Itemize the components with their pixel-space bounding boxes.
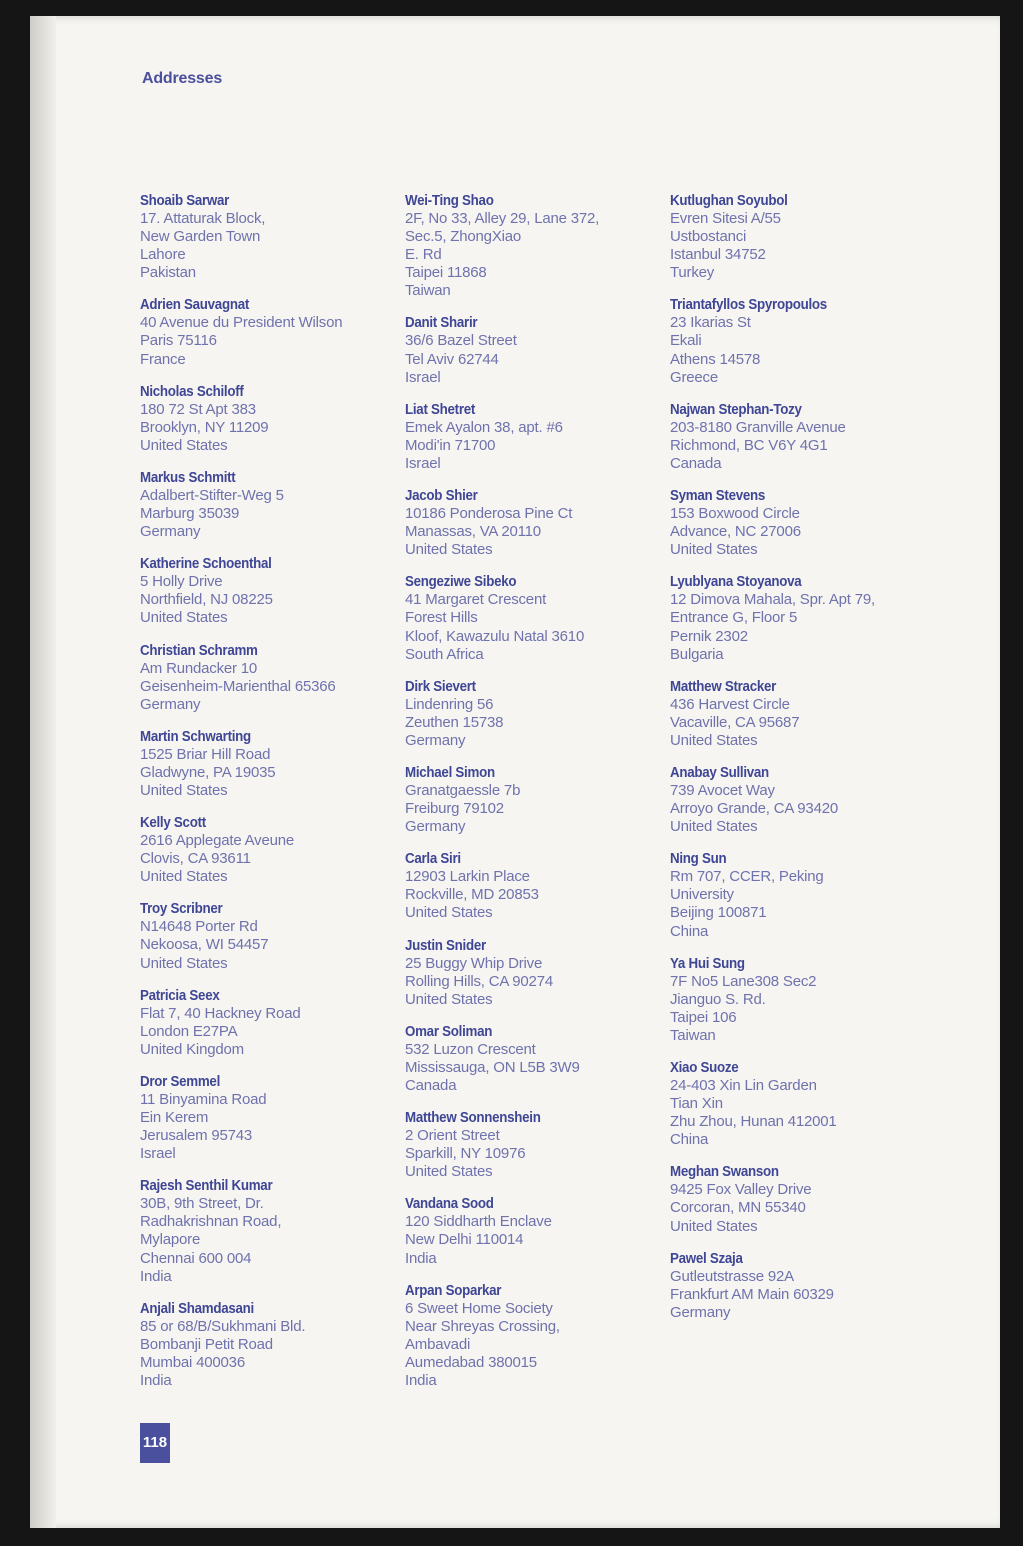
address-entry bbox=[140, 642, 390, 714]
contact-name: Patricia Seex bbox=[140, 987, 220, 1004]
address-entry bbox=[405, 764, 655, 836]
address-line: Frankfurt AM Main 60329 bbox=[670, 1285, 834, 1303]
address-entry bbox=[140, 1300, 390, 1390]
address-entry bbox=[140, 469, 390, 541]
address-line: 5 Holly Drive bbox=[140, 573, 223, 591]
page-number: 118 bbox=[140, 1423, 170, 1463]
address-line: Germany bbox=[140, 695, 201, 713]
address-line: New Delhi 110014 bbox=[405, 1231, 524, 1249]
address-line: Marburg 35039 bbox=[140, 505, 240, 523]
address-line: Turkey bbox=[670, 264, 715, 282]
address-line: 23 Ikarias St bbox=[670, 314, 751, 332]
address-line: Bombanji Petit Road bbox=[140, 1335, 273, 1353]
contact-name: Lyublyana Stoyanova bbox=[670, 574, 802, 591]
address-line: Pernik 2302 bbox=[670, 627, 748, 645]
contact-name: Dror Semmel bbox=[140, 1073, 221, 1090]
address-line: Arroyo Grande, CA 93420 bbox=[670, 800, 839, 818]
address-line: Lindenring 56 bbox=[405, 695, 494, 713]
address-line: 11 Binyamina Road bbox=[140, 1090, 267, 1108]
address-line: Clovis, CA 93611 bbox=[140, 850, 251, 868]
address-line: Near Shreyas Crossing, bbox=[405, 1317, 560, 1335]
address-line: 2 Orient Street bbox=[405, 1127, 500, 1145]
address-entry bbox=[405, 1195, 655, 1267]
address-line: E. Rd bbox=[405, 246, 442, 264]
contact-name: Omar Soliman bbox=[405, 1023, 493, 1040]
address-line: South Africa bbox=[405, 645, 484, 663]
contact-name: Matthew Sonnenshein bbox=[405, 1110, 541, 1127]
address-line: 6 Sweet Home Society bbox=[405, 1299, 553, 1317]
address-line: Tian Xin bbox=[670, 1095, 723, 1113]
address-line: 17. Attaturak Block, bbox=[140, 210, 266, 227]
contact-name: Anjali Shamdasani bbox=[140, 1300, 254, 1317]
contact-name: Ya Hui Sung bbox=[670, 955, 745, 972]
address-line: United States bbox=[405, 1163, 493, 1181]
page-title: Addresses bbox=[142, 70, 223, 87]
address-line: 12903 Larkin Place bbox=[405, 868, 530, 886]
address-line: Israel bbox=[405, 454, 441, 472]
address-entry bbox=[670, 1250, 920, 1322]
contact-name: Carla Siri bbox=[405, 851, 461, 868]
address-line: Evren Sitesi A/55 bbox=[670, 210, 781, 227]
contact-name: Arpan Soparkar bbox=[405, 1282, 502, 1299]
address-line: Ambavadi bbox=[405, 1335, 471, 1353]
address-line: 436 Harvest Circle bbox=[670, 695, 790, 713]
contact-name: Troy Scribner bbox=[140, 901, 223, 918]
address-line: Israel bbox=[405, 368, 441, 386]
address-line: Mississauga, ON L5B 3W9 bbox=[405, 1058, 580, 1076]
address-line: London E27PA bbox=[140, 1022, 238, 1040]
address-line: Jianguo S. Rd. bbox=[670, 990, 766, 1008]
contact-name: Sengeziwe Sibeko bbox=[405, 574, 517, 591]
address-line: Sec.5, ZhongXiao bbox=[405, 228, 522, 246]
address-entry bbox=[670, 487, 920, 559]
address-line: 41 Margaret Crescent bbox=[405, 591, 547, 609]
contact-name: Dirk Sievert bbox=[405, 678, 476, 695]
address-line: Rolling Hills, CA 90274 bbox=[405, 972, 553, 990]
address-entry bbox=[405, 573, 655, 663]
address-line: Northfield, NJ 08225 bbox=[140, 591, 273, 609]
address-line: Zeuthen 15738 bbox=[405, 713, 504, 731]
address-line: Adalbert-Stifter-Weg 5 bbox=[140, 486, 284, 504]
address-line: Taipei 106 bbox=[670, 1008, 737, 1026]
address-entry bbox=[670, 401, 920, 473]
address-line: Emek Ayalon 38, apt. #6 bbox=[405, 418, 563, 436]
address-line: Taiwan bbox=[405, 282, 451, 300]
address-entry bbox=[140, 1073, 390, 1163]
address-line: Tel Aviv 62744 bbox=[405, 350, 499, 368]
address-line: 25 Buggy Whip Drive bbox=[405, 954, 543, 972]
address-column-3 bbox=[670, 192, 920, 1336]
contact-name: Meghan Swanson bbox=[670, 1164, 779, 1181]
address-entry bbox=[405, 487, 655, 559]
contact-name: Jacob Shier bbox=[405, 488, 478, 505]
contact-name: Pawel Szaja bbox=[670, 1250, 743, 1267]
address-line: United Kingdom bbox=[140, 1040, 244, 1058]
address-line: 30B, 9th Street, Dr. bbox=[140, 1195, 264, 1213]
address-line: Rm 707, CCER, Peking bbox=[670, 868, 824, 886]
address-entry bbox=[405, 850, 655, 922]
address-line: 24-403 Xin Lin Garden bbox=[670, 1077, 817, 1094]
address-line: Freiburg 79102 bbox=[405, 800, 504, 818]
address-line: Ein Kerem bbox=[140, 1109, 209, 1126]
address-line: Canada bbox=[405, 1077, 457, 1094]
address-line: Brooklyn, NY 11209 bbox=[140, 418, 269, 436]
address-line: Radhakrishnan Road, bbox=[140, 1213, 282, 1231]
address-entry bbox=[140, 383, 390, 455]
contact-name: Shoaib Sarwar bbox=[140, 193, 230, 209]
address-line: 2F, No 33, Alley 29, Lane 372, bbox=[405, 210, 600, 227]
contact-name: Nicholas Schiloff bbox=[140, 383, 244, 400]
address-entry bbox=[405, 678, 655, 750]
address-line: 180 72 St Apt 383 bbox=[140, 400, 256, 418]
address-line: Germany bbox=[140, 523, 201, 541]
address-line: 203-8180 Granville Avenue bbox=[670, 418, 846, 436]
address-line: New Garden Town bbox=[140, 228, 261, 246]
contact-name: Anabay Sullivan bbox=[670, 764, 769, 781]
address-line: Beijing 100871 bbox=[670, 904, 767, 922]
address-line: Gladwyne, PA 19035 bbox=[140, 763, 276, 781]
address-line: Lahore bbox=[140, 246, 186, 264]
address-entry bbox=[405, 401, 655, 473]
address-line: 532 Luzon Crescent bbox=[405, 1040, 536, 1058]
address-line: Mylapore bbox=[140, 1231, 201, 1249]
address-entry bbox=[405, 1023, 655, 1095]
contact-name: Triantafyllos Spyropoulos bbox=[670, 297, 827, 314]
address-line: United States bbox=[140, 954, 228, 972]
address-line: United States bbox=[405, 541, 493, 559]
contact-name: Ning Sun bbox=[670, 851, 727, 868]
address-line: Greece bbox=[670, 368, 718, 386]
address-line: Pakistan bbox=[140, 264, 196, 282]
address-line: Granatgaessle 7b bbox=[405, 781, 521, 799]
contact-name: Xiao Suoze bbox=[670, 1060, 739, 1076]
address-line: N14648 Porter Rd bbox=[140, 918, 258, 936]
contact-name: Christian Schramm bbox=[140, 642, 258, 659]
address-line: Kloof, Kawazulu Natal 3610 bbox=[405, 627, 585, 645]
address-entry bbox=[670, 850, 920, 940]
address-line: 36/6 Bazel Street bbox=[405, 332, 517, 350]
address-line: Ustbostanci bbox=[670, 228, 747, 246]
address-line: 85 or 68/B/Sukhmani Bld. bbox=[140, 1317, 306, 1335]
address-line: Corcoran, MN 55340 bbox=[670, 1199, 806, 1217]
address-line: Israel bbox=[140, 1145, 176, 1163]
address-line: 1525 Briar Hill Road bbox=[140, 745, 271, 763]
address-line: Mumbai 400036 bbox=[140, 1353, 245, 1371]
address-column-2 bbox=[405, 192, 655, 1404]
address-column-1 bbox=[140, 192, 390, 1404]
address-line: Nekoosa, WI 54457 bbox=[140, 936, 269, 954]
address-line: 12 Dimova Mahala, Spr. Apt 79, bbox=[670, 591, 875, 609]
contact-name: Martin Schwarting bbox=[140, 728, 251, 745]
contact-name: Syman Stevens bbox=[670, 488, 766, 505]
contact-name: Liat Shetret bbox=[405, 401, 476, 418]
address-line: Athens 14578 bbox=[670, 350, 761, 368]
address-line: Forest Hills bbox=[405, 609, 478, 627]
address-line: United States bbox=[405, 904, 493, 922]
address-line: India bbox=[140, 1267, 172, 1285]
address-entry bbox=[670, 192, 920, 282]
address-entry bbox=[140, 814, 390, 886]
address-line: Advance, NC 27006 bbox=[670, 523, 801, 541]
address-line: Sparkill, NY 10976 bbox=[405, 1145, 526, 1163]
address-line: Taiwan bbox=[670, 1026, 716, 1044]
address-line: Bulgaria bbox=[670, 645, 724, 663]
address-line: Germany bbox=[405, 818, 466, 836]
address-line: Manassas, VA 20110 bbox=[405, 523, 541, 541]
address-entry bbox=[405, 1282, 655, 1390]
address-line: Taipei 11868 bbox=[405, 264, 487, 282]
address-line: India bbox=[405, 1372, 437, 1390]
address-line: Jerusalem 95743 bbox=[140, 1127, 253, 1145]
contact-name: Justin Snider bbox=[405, 937, 486, 954]
address-line: University bbox=[670, 886, 734, 904]
address-line: United States bbox=[140, 436, 228, 454]
address-line: Am Rundacker 10 bbox=[140, 659, 258, 677]
contact-name: Danit Sharir bbox=[405, 315, 478, 332]
contact-name: Rajesh Senthil Kumar bbox=[140, 1178, 273, 1195]
address-line: Paris 75116 bbox=[140, 332, 217, 350]
address-line: 153 Boxwood Circle bbox=[670, 505, 800, 523]
contact-name: Adrien Sauvagnat bbox=[140, 297, 250, 314]
address-line: United States bbox=[405, 990, 493, 1008]
contact-name: Kutlughan Soyubol bbox=[670, 193, 788, 209]
address-line: Germany bbox=[405, 731, 466, 749]
address-line: Ekali bbox=[670, 332, 702, 350]
address-line: Geisenheim-Marienthal 65366 bbox=[140, 677, 336, 695]
address-entry bbox=[140, 555, 390, 627]
address-line: Vacaville, CA 95687 bbox=[670, 713, 800, 731]
contact-name: Wei-Ting Shao bbox=[405, 193, 494, 209]
address-line: India bbox=[140, 1372, 172, 1390]
address-entry bbox=[670, 1059, 920, 1149]
contact-name: Kelly Scott bbox=[140, 815, 206, 832]
address-line: Aumedabad 380015 bbox=[405, 1353, 537, 1371]
address-line: United States bbox=[670, 1217, 758, 1235]
address-entry bbox=[670, 1163, 920, 1235]
address-line: 739 Avocet Way bbox=[670, 781, 775, 799]
address-line: Entrance G, Floor 5 bbox=[670, 609, 798, 627]
address-line: Flat 7, 40 Hackney Road bbox=[140, 1004, 301, 1022]
address-entry bbox=[405, 937, 655, 1009]
address-line: Richmond, BC V6Y 4G1 bbox=[670, 436, 828, 454]
contact-name: Matthew Stracker bbox=[670, 678, 777, 695]
contact-name: Najwan Stephan-Tozy bbox=[670, 401, 802, 418]
address-line: 2616 Applegate Aveune bbox=[140, 832, 295, 850]
address-entry bbox=[405, 192, 655, 300]
address-entry bbox=[670, 573, 920, 663]
address-line: 10186 Ponderosa Pine Ct bbox=[405, 505, 573, 523]
contact-name: Vandana Sood bbox=[405, 1196, 494, 1213]
address-entry bbox=[405, 314, 655, 386]
address-entry bbox=[140, 900, 390, 972]
address-entry bbox=[140, 1177, 390, 1285]
address-line: United States bbox=[140, 609, 228, 627]
address-entry bbox=[670, 764, 920, 836]
address-entry bbox=[140, 987, 390, 1059]
address-entry bbox=[140, 192, 390, 282]
address-line: Canada bbox=[670, 454, 722, 472]
page-gutter bbox=[30, 16, 56, 1528]
address-line: United States bbox=[670, 818, 758, 836]
address-line: United States bbox=[670, 541, 758, 559]
address-entry bbox=[670, 296, 920, 386]
address-line: Istanbul 34752 bbox=[670, 246, 766, 264]
address-line: 40 Avenue du President Wilson bbox=[140, 314, 343, 332]
address-line: Modi'in 71700 bbox=[405, 436, 496, 454]
address-entry bbox=[670, 955, 920, 1045]
contact-name: Markus Schmitt bbox=[140, 469, 236, 486]
address-entry bbox=[405, 1109, 655, 1181]
address-line: China bbox=[670, 1131, 709, 1149]
address-line: France bbox=[140, 350, 186, 368]
address-line: Gutleutstrasse 92A bbox=[670, 1267, 794, 1285]
contact-name: Michael Simon bbox=[405, 764, 495, 781]
address-line: Chennai 600 004 bbox=[140, 1249, 252, 1267]
address-line: India bbox=[405, 1249, 437, 1267]
address-entry bbox=[140, 728, 390, 800]
address-line: United States bbox=[140, 868, 228, 886]
address-entry bbox=[670, 678, 920, 750]
address-line: 7F No5 Lane308 Sec2 bbox=[670, 972, 817, 990]
address-line: United States bbox=[140, 781, 228, 799]
address-entry bbox=[140, 296, 390, 368]
address-line: 120 Siddharth Enclave bbox=[405, 1213, 552, 1231]
address-line: Germany bbox=[670, 1303, 731, 1321]
contact-name: Katherine Schoenthal bbox=[140, 556, 272, 573]
address-line: Zhu Zhou, Hunan 412001 bbox=[670, 1113, 837, 1131]
address-line: Rockville, MD 20853 bbox=[405, 886, 539, 904]
address-line: 9425 Fox Valley Drive bbox=[670, 1181, 812, 1199]
address-line: China bbox=[670, 922, 709, 940]
address-line: United States bbox=[670, 731, 758, 749]
